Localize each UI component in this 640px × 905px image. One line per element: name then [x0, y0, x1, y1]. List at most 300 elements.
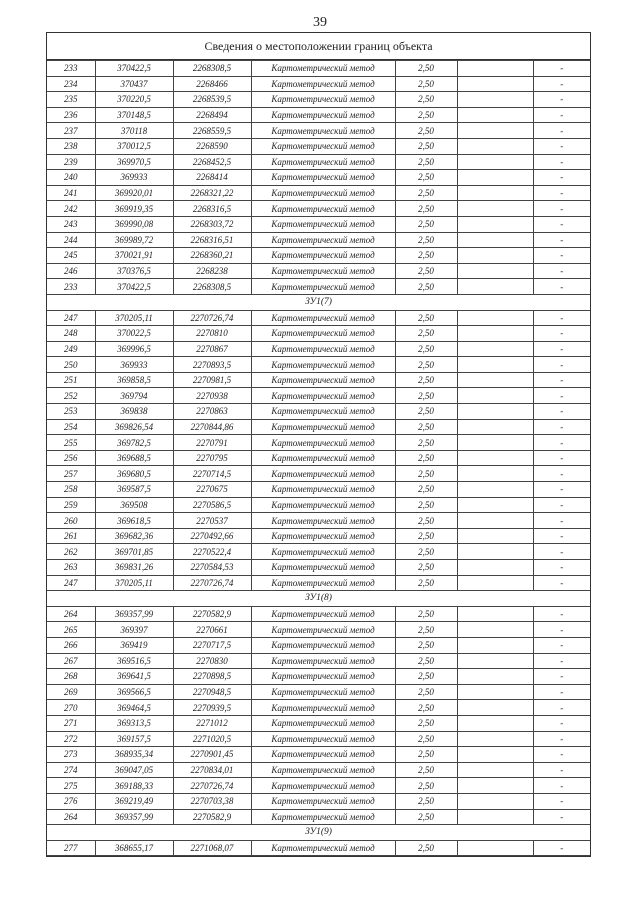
coordinate-y-cell: 2268590 — [173, 138, 251, 154]
method-cell: Картометрический метод — [251, 606, 395, 622]
empty-cell — [457, 419, 533, 435]
method-cell: Картометрический метод — [251, 61, 395, 77]
empty-cell — [457, 435, 533, 451]
description-cell: - — [533, 544, 590, 560]
accuracy-cell: 2,50 — [395, 388, 457, 404]
point-number-cell: 248 — [47, 326, 95, 342]
point-number-cell: 264 — [47, 809, 95, 825]
point-number-cell: 269 — [47, 684, 95, 700]
method-cell: Картометрический метод — [251, 466, 395, 482]
coordinate-x-cell: 369970,5 — [95, 154, 173, 170]
method-cell: Картометрический метод — [251, 762, 395, 778]
description-cell: - — [533, 216, 590, 232]
accuracy-cell: 2,50 — [395, 326, 457, 342]
coordinate-y-cell: 2268308,5 — [173, 61, 251, 77]
empty-cell — [457, 715, 533, 731]
accuracy-cell: 2,50 — [395, 263, 457, 279]
description-cell: - — [533, 606, 590, 622]
table-row — [47, 372, 590, 388]
coordinate-x-cell: 369157,5 — [95, 731, 173, 747]
description-cell: - — [533, 653, 590, 669]
table-row — [47, 653, 590, 669]
accuracy-cell: 2,50 — [395, 170, 457, 186]
empty-cell — [457, 606, 533, 622]
coordinate-x-cell: 369919,35 — [95, 201, 173, 217]
table-row — [47, 388, 590, 404]
coordinate-x-cell: 369782,5 — [95, 435, 173, 451]
coordinate-x-cell: 369464,5 — [95, 700, 173, 716]
accuracy-cell: 2,50 — [395, 747, 457, 763]
coordinate-y-cell: 2270901,45 — [173, 747, 251, 763]
coordinate-y-cell: 2268466 — [173, 76, 251, 92]
accuracy-cell: 2,50 — [395, 404, 457, 420]
description-cell: - — [533, 747, 590, 763]
method-cell: Картометрический метод — [251, 653, 395, 669]
method-cell: Картометрический метод — [251, 809, 395, 825]
point-number-cell: 242 — [47, 201, 95, 217]
coordinate-y-cell: 2270844,86 — [173, 419, 251, 435]
method-cell: Картометрический метод — [251, 201, 395, 217]
coordinate-x-cell: 369313,5 — [95, 715, 173, 731]
coordinate-y-cell: 2270810 — [173, 326, 251, 342]
description-cell: - — [533, 793, 590, 809]
table-row — [47, 575, 590, 591]
point-number-cell: 277 — [47, 840, 95, 856]
section-header-row — [47, 591, 590, 607]
method-cell: Картометрический метод — [251, 840, 395, 856]
coordinate-y-cell: 2270867 — [173, 341, 251, 357]
empty-cell — [457, 138, 533, 154]
method-cell: Картометрический метод — [251, 216, 395, 232]
description-cell: - — [533, 357, 590, 373]
point-number-cell: 259 — [47, 497, 95, 513]
coordinate-y-cell: 2270492,66 — [173, 528, 251, 544]
method-cell: Картометрический метод — [251, 232, 395, 248]
description-cell: - — [533, 154, 590, 170]
accuracy-cell: 2,50 — [395, 357, 457, 373]
description-cell: - — [533, 840, 590, 856]
accuracy-cell: 2,50 — [395, 123, 457, 139]
page-number: 39 — [313, 15, 327, 30]
description-cell: - — [533, 684, 590, 700]
point-number-cell: 261 — [47, 528, 95, 544]
description-cell: - — [533, 731, 590, 747]
coordinate-x-cell: 369838 — [95, 404, 173, 420]
coordinate-y-cell: 2270893,5 — [173, 357, 251, 373]
coordinate-x-cell: 369397 — [95, 622, 173, 638]
description-cell: - — [533, 92, 590, 108]
section-header-row — [47, 825, 590, 841]
accuracy-cell: 2,50 — [395, 544, 457, 560]
point-number-cell: 265 — [47, 622, 95, 638]
coordinate-x-cell: 369989,72 — [95, 232, 173, 248]
coordinate-x-cell: 369357,99 — [95, 809, 173, 825]
empty-cell — [457, 575, 533, 591]
accuracy-cell: 2,50 — [395, 92, 457, 108]
empty-cell — [457, 809, 533, 825]
method-cell: Картометрический метод — [251, 138, 395, 154]
coordinate-y-cell: 2270717,5 — [173, 637, 251, 653]
table-row — [47, 778, 590, 794]
table-row — [47, 248, 590, 264]
accuracy-cell: 2,50 — [395, 76, 457, 92]
accuracy-cell: 2,50 — [395, 341, 457, 357]
coordinate-y-cell: 2270938 — [173, 388, 251, 404]
coordinate-y-cell: 2270898,5 — [173, 669, 251, 685]
description-cell: - — [533, 107, 590, 123]
accuracy-cell: 2,50 — [395, 450, 457, 466]
point-number-cell: 264 — [47, 606, 95, 622]
accuracy-cell: 2,50 — [395, 201, 457, 217]
description-cell: - — [533, 560, 590, 576]
coordinates-table — [47, 60, 590, 856]
table-row — [47, 435, 590, 451]
section-label: ЗУ1(7) — [47, 294, 590, 310]
table-row — [47, 357, 590, 373]
accuracy-cell: 2,50 — [395, 637, 457, 653]
empty-cell — [457, 466, 533, 482]
table-row — [47, 793, 590, 809]
accuracy-cell: 2,50 — [395, 528, 457, 544]
table-row — [47, 216, 590, 232]
method-cell: Картометрический метод — [251, 637, 395, 653]
table-row — [47, 326, 590, 342]
empty-cell — [457, 840, 533, 856]
table-row — [47, 700, 590, 716]
coordinate-x-cell: 369419 — [95, 637, 173, 653]
table-row — [47, 544, 590, 560]
coordinate-x-cell: 369587,5 — [95, 482, 173, 498]
accuracy-cell: 2,50 — [395, 731, 457, 747]
accuracy-cell: 2,50 — [395, 793, 457, 809]
coordinate-y-cell: 2268238 — [173, 263, 251, 279]
description-cell: - — [533, 482, 590, 498]
point-number-cell: 258 — [47, 482, 95, 498]
method-cell: Картометрический метод — [251, 731, 395, 747]
accuracy-cell: 2,50 — [395, 715, 457, 731]
method-cell: Картометрический метод — [251, 154, 395, 170]
table-row — [47, 762, 590, 778]
coordinate-y-cell: 2271012 — [173, 715, 251, 731]
point-number-cell: 246 — [47, 263, 95, 279]
point-number-cell: 243 — [47, 216, 95, 232]
coordinate-y-cell: 2268494 — [173, 107, 251, 123]
method-cell: Картометрический метод — [251, 497, 395, 513]
table-row — [47, 715, 590, 731]
table-row — [47, 263, 590, 279]
table-row — [47, 560, 590, 576]
empty-cell — [457, 279, 533, 295]
accuracy-cell: 2,50 — [395, 840, 457, 856]
description-cell: - — [533, 435, 590, 451]
table-row — [47, 341, 590, 357]
table-row — [47, 840, 590, 856]
accuracy-cell: 2,50 — [395, 513, 457, 529]
empty-cell — [457, 123, 533, 139]
point-number-cell: 256 — [47, 450, 95, 466]
description-cell: - — [533, 372, 590, 388]
coordinate-y-cell: 2270661 — [173, 622, 251, 638]
coordinate-x-cell: 368935,34 — [95, 747, 173, 763]
accuracy-cell: 2,50 — [395, 154, 457, 170]
empty-cell — [457, 154, 533, 170]
coordinate-x-cell: 369682,36 — [95, 528, 173, 544]
accuracy-cell: 2,50 — [395, 138, 457, 154]
table-row — [47, 154, 590, 170]
point-number-cell: 251 — [47, 372, 95, 388]
coordinate-y-cell: 2270582,9 — [173, 809, 251, 825]
point-number-cell: 247 — [47, 310, 95, 326]
coordinate-x-cell: 369996,5 — [95, 341, 173, 357]
accuracy-cell: 2,50 — [395, 466, 457, 482]
section-label: ЗУ1(8) — [47, 591, 590, 607]
table-row — [47, 513, 590, 529]
accuracy-cell: 2,50 — [395, 575, 457, 591]
point-number-cell: 249 — [47, 341, 95, 357]
description-cell: - — [533, 450, 590, 466]
coordinate-x-cell: 369933 — [95, 170, 173, 186]
section-header-row — [47, 294, 590, 310]
point-number-cell: 276 — [47, 793, 95, 809]
method-cell: Картометрический метод — [251, 326, 395, 342]
table-row — [47, 61, 590, 77]
coordinate-x-cell: 369508 — [95, 497, 173, 513]
description-cell: - — [533, 809, 590, 825]
point-number-cell: 238 — [47, 138, 95, 154]
coordinate-x-cell: 369566,5 — [95, 684, 173, 700]
empty-cell — [457, 513, 533, 529]
coordinate-y-cell: 2268308,5 — [173, 279, 251, 295]
description-cell: - — [533, 310, 590, 326]
accuracy-cell: 2,50 — [395, 482, 457, 498]
table-row — [47, 310, 590, 326]
point-number-cell: 235 — [47, 92, 95, 108]
description-cell: - — [533, 388, 590, 404]
empty-cell — [457, 404, 533, 420]
description-cell: - — [533, 326, 590, 342]
coordinate-y-cell: 2270981,5 — [173, 372, 251, 388]
coordinate-y-cell: 2270726,74 — [173, 575, 251, 591]
accuracy-cell: 2,50 — [395, 248, 457, 264]
method-cell: Картометрический метод — [251, 450, 395, 466]
point-number-cell: 234 — [47, 76, 95, 92]
empty-cell — [457, 263, 533, 279]
accuracy-cell: 2,50 — [395, 107, 457, 123]
accuracy-cell: 2,50 — [395, 778, 457, 794]
point-number-cell: 271 — [47, 715, 95, 731]
method-cell: Картометрический метод — [251, 669, 395, 685]
table-row — [47, 404, 590, 420]
coordinate-y-cell: 2270537 — [173, 513, 251, 529]
description-cell: - — [533, 622, 590, 638]
coordinate-y-cell: 2270582,9 — [173, 606, 251, 622]
point-number-cell: 237 — [47, 123, 95, 139]
description-cell: - — [533, 185, 590, 201]
coordinate-y-cell: 2268321,22 — [173, 185, 251, 201]
coordinate-x-cell: 370205,11 — [95, 575, 173, 591]
accuracy-cell: 2,50 — [395, 310, 457, 326]
point-number-cell: 273 — [47, 747, 95, 763]
description-cell: - — [533, 201, 590, 217]
accuracy-cell: 2,50 — [395, 185, 457, 201]
table-row — [47, 185, 590, 201]
empty-cell — [457, 201, 533, 217]
coordinate-x-cell: 369516,5 — [95, 653, 173, 669]
coordinate-x-cell: 369357,99 — [95, 606, 173, 622]
coordinate-x-cell: 368655,17 — [95, 840, 173, 856]
point-number-cell: 272 — [47, 731, 95, 747]
coordinate-x-cell: 370012,5 — [95, 138, 173, 154]
coordinate-x-cell: 370220,5 — [95, 92, 173, 108]
empty-cell — [457, 170, 533, 186]
accuracy-cell: 2,50 — [395, 372, 457, 388]
point-number-cell: 275 — [47, 778, 95, 794]
coordinate-x-cell: 370021,91 — [95, 248, 173, 264]
coordinate-x-cell: 369618,5 — [95, 513, 173, 529]
coordinate-y-cell: 2270863 — [173, 404, 251, 420]
method-cell: Картометрический метод — [251, 279, 395, 295]
empty-cell — [457, 560, 533, 576]
empty-cell — [457, 76, 533, 92]
empty-cell — [457, 92, 533, 108]
point-number-cell: 270 — [47, 700, 95, 716]
coordinate-y-cell: 2270830 — [173, 653, 251, 669]
method-cell: Картометрический метод — [251, 372, 395, 388]
method-cell: Картометрический метод — [251, 793, 395, 809]
accuracy-cell: 2,50 — [395, 419, 457, 435]
table-row — [47, 809, 590, 825]
accuracy-cell: 2,50 — [395, 684, 457, 700]
description-cell: - — [533, 466, 590, 482]
empty-cell — [457, 700, 533, 716]
coordinate-x-cell: 370205,11 — [95, 310, 173, 326]
table-row — [47, 669, 590, 685]
point-number-cell: 257 — [47, 466, 95, 482]
description-cell: - — [533, 248, 590, 264]
point-number-cell: 247 — [47, 575, 95, 591]
table-row — [47, 684, 590, 700]
coordinate-y-cell: 2270675 — [173, 482, 251, 498]
empty-cell — [457, 372, 533, 388]
accuracy-cell: 2,50 — [395, 653, 457, 669]
point-number-cell: 267 — [47, 653, 95, 669]
method-cell: Картометрический метод — [251, 715, 395, 731]
coordinate-x-cell: 369831,26 — [95, 560, 173, 576]
method-cell: Картометрический метод — [251, 185, 395, 201]
method-cell: Картометрический метод — [251, 248, 395, 264]
empty-cell — [457, 482, 533, 498]
empty-cell — [457, 684, 533, 700]
method-cell: Картометрический метод — [251, 575, 395, 591]
coordinate-y-cell: 2270939,5 — [173, 700, 251, 716]
method-cell: Картометрический метод — [251, 622, 395, 638]
point-number-cell: 245 — [47, 248, 95, 264]
table-row — [47, 232, 590, 248]
description-cell: - — [533, 419, 590, 435]
table-row — [47, 107, 590, 123]
accuracy-cell: 2,50 — [395, 232, 457, 248]
coordinate-x-cell: 369990,08 — [95, 216, 173, 232]
coordinate-x-cell: 369933 — [95, 357, 173, 373]
empty-cell — [457, 310, 533, 326]
method-cell: Картометрический метод — [251, 170, 395, 186]
coordinate-x-cell: 370022,5 — [95, 326, 173, 342]
empty-cell — [457, 778, 533, 794]
coordinate-y-cell: 2268414 — [173, 170, 251, 186]
table-row — [47, 123, 590, 139]
coordinate-x-cell: 370437 — [95, 76, 173, 92]
coordinate-x-cell: 369701,85 — [95, 544, 173, 560]
table-row — [47, 466, 590, 482]
coordinate-x-cell: 369680,5 — [95, 466, 173, 482]
description-cell: - — [533, 123, 590, 139]
accuracy-cell: 2,50 — [395, 762, 457, 778]
point-number-cell: 255 — [47, 435, 95, 451]
empty-cell — [457, 248, 533, 264]
coordinate-y-cell: 2270834,01 — [173, 762, 251, 778]
coordinate-y-cell: 2268559,5 — [173, 123, 251, 139]
coordinate-x-cell: 369826,54 — [95, 419, 173, 435]
accuracy-cell: 2,50 — [395, 669, 457, 685]
table-row — [47, 450, 590, 466]
description-cell: - — [533, 76, 590, 92]
coordinate-x-cell: 370376,5 — [95, 263, 173, 279]
empty-cell — [457, 232, 533, 248]
coordinate-x-cell: 370422,5 — [95, 279, 173, 295]
method-cell: Картометрический метод — [251, 123, 395, 139]
method-cell: Картометрический метод — [251, 778, 395, 794]
empty-cell — [457, 731, 533, 747]
method-cell: Картометрический метод — [251, 263, 395, 279]
point-number-cell: 233 — [47, 61, 95, 77]
coordinate-y-cell: 2270703,38 — [173, 793, 251, 809]
empty-cell — [457, 653, 533, 669]
description-cell: - — [533, 762, 590, 778]
method-cell: Картометрический метод — [251, 684, 395, 700]
boundary-table-frame — [46, 32, 591, 857]
method-cell: Картометрический метод — [251, 388, 395, 404]
empty-cell — [457, 747, 533, 763]
empty-cell — [457, 107, 533, 123]
accuracy-cell: 2,50 — [395, 497, 457, 513]
point-number-cell: 241 — [47, 185, 95, 201]
point-number-cell: 244 — [47, 232, 95, 248]
point-number-cell: 260 — [47, 513, 95, 529]
empty-cell — [457, 388, 533, 404]
empty-cell — [457, 762, 533, 778]
empty-cell — [457, 793, 533, 809]
coordinate-y-cell: 2270714,5 — [173, 466, 251, 482]
empty-cell — [457, 497, 533, 513]
table-row — [47, 138, 590, 154]
coordinate-y-cell: 2268316,51 — [173, 232, 251, 248]
coordinate-y-cell: 2271020,5 — [173, 731, 251, 747]
method-cell: Картометрический метод — [251, 419, 395, 435]
empty-cell — [457, 544, 533, 560]
point-number-cell: 266 — [47, 637, 95, 653]
coordinate-x-cell: 369047,05 — [95, 762, 173, 778]
empty-cell — [457, 622, 533, 638]
accuracy-cell: 2,50 — [395, 606, 457, 622]
empty-cell — [457, 216, 533, 232]
method-cell: Картометрический метод — [251, 435, 395, 451]
table-row — [47, 170, 590, 186]
coordinate-y-cell: 2270791 — [173, 435, 251, 451]
section-label: ЗУ1(9) — [47, 825, 590, 841]
description-cell: - — [533, 778, 590, 794]
coordinate-y-cell: 2268360,21 — [173, 248, 251, 264]
method-cell: Картометрический метод — [251, 404, 395, 420]
